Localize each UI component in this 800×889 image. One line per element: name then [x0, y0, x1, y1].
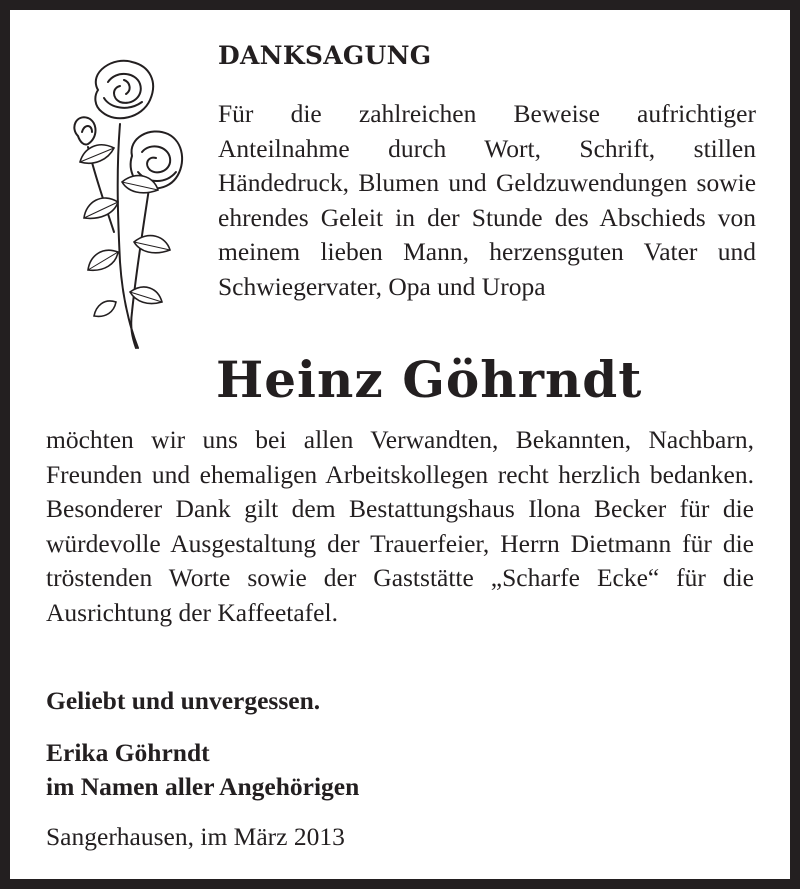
signature-block	[46, 736, 359, 804]
thanks-paragraph	[46, 423, 754, 631]
body-line: recht herzlich bedanken. Besonderer Dank gilt dem	[46, 459, 754, 524]
body-line: möchten wir uns bei allen Verwandten, Bekannten,	[46, 425, 632, 454]
rose-icon	[58, 52, 190, 352]
body-line: Ecke“ für die Ausrichtung der Kaffeetafel.	[46, 563, 755, 627]
intro-line: stillen Händedruck, Blumen und	[218, 133, 756, 198]
intro-line: Für die zahlreichen Beweise aufrichtiger	[218, 99, 756, 128]
intro-line: Anteilnahme durch Wort, Schrift,	[218, 133, 656, 163]
body-line: Nachbarn, Freunden und ehemaligen Arbeitskollegen	[46, 425, 754, 489]
notice-heading: DANKSAGUNG	[218, 41, 432, 70]
place-and-date: Sangerhausen, im März 2013	[46, 822, 345, 851]
intro-line: Geldzuwendungen sowie ehrendes	[218, 168, 757, 232]
intro-line: Geleit in der Stunde des Abschieds von	[320, 202, 756, 232]
signature-name: Erika Göhrndt	[46, 738, 210, 767]
closing-line: Geliebt und unvergessen.	[46, 686, 321, 715]
intro-line: und Schwiegervater, Opa und Uropa	[218, 237, 756, 301]
intro-line: meinem lieben Mann, herzensguten Vater	[218, 237, 698, 267]
intro-paragraph	[218, 97, 756, 305]
body-line: die tröstenden Worte sowie der Gaststätte „Scharfe	[46, 528, 754, 593]
signature-role: im Namen aller Angehörigen	[46, 772, 360, 801]
body-line: Ausgestaltung der Trauerfeier, Herrn Dietmann für	[170, 528, 712, 558]
body-line: Bestattungshaus Ilona Becker für die würdevolle	[46, 494, 754, 558]
deceased-name: Heinz Göhrndt	[216, 350, 643, 409]
